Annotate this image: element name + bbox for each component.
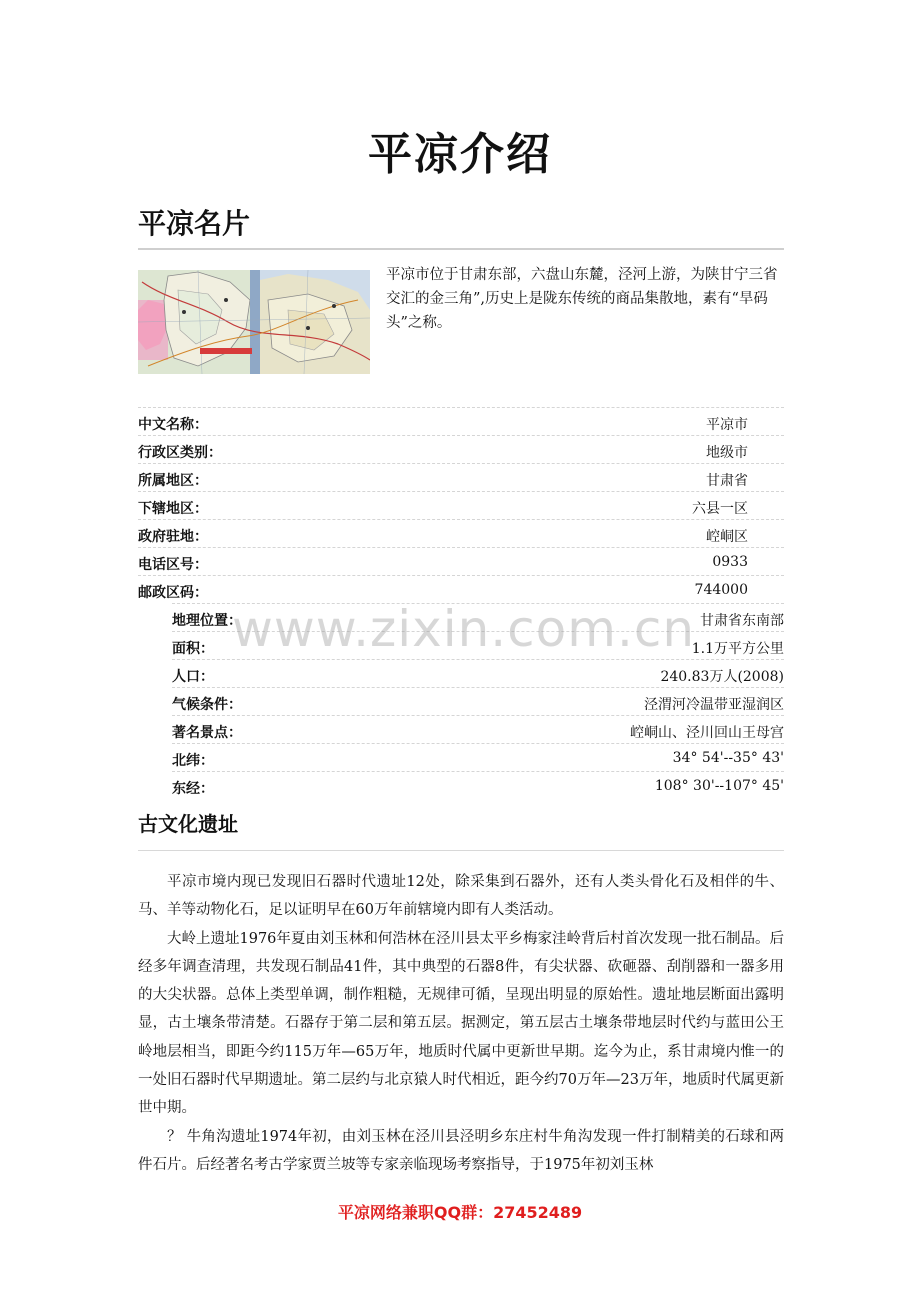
info-value: 甘肃省东南部	[700, 613, 784, 629]
info-label: 行政区类别：	[138, 445, 222, 461]
info-value: 崆峒山、泾川回山王母宫	[630, 725, 784, 741]
info-value: 108° 30'--107° 45'	[654, 778, 784, 794]
info-label: 电话区号：	[138, 557, 208, 573]
section-title: 平凉名片	[138, 207, 251, 240]
info-row	[172, 687, 784, 716]
info-value: 744000	[694, 582, 748, 598]
info-row	[138, 463, 784, 492]
info-label: 所属地区：	[138, 473, 208, 489]
info-value: 甘肃省	[706, 473, 748, 489]
info-value: 六县一区	[692, 501, 748, 517]
intro-paragraph: 平凉市位于甘肃东部，六盘山东麓，泾河上游，为陕甘宁三省交汇的金三角”,历史上是陇东传统的商品集散地，素有“旱码头”之称。	[386, 267, 778, 331]
map-image	[138, 270, 370, 374]
info-row	[172, 771, 784, 800]
info-label: 面积：	[172, 641, 214, 657]
info-label: 著名景点：	[172, 725, 242, 741]
info-label: 北纬：	[172, 753, 214, 769]
info-value: 1.1万平方公里	[691, 641, 784, 657]
paragraph: ？ 牛角沟遗址1974年初，由刘玉林在泾川县泾明乡东庄村牛角沟发现一件打制精美的石球和两件石片。后经著名考古学家贾兰坡等专家亲临现场考察指导，于1975年初刘玉林	[138, 1128, 784, 1173]
info-value: 泾渭河冷温带亚湿润区	[644, 697, 784, 713]
info-row	[138, 435, 784, 464]
info-label: 东经：	[172, 781, 214, 797]
watermark-text: www.zixin.com.cn	[232, 600, 696, 658]
info-value: 地级市	[706, 445, 748, 461]
article-body	[138, 868, 784, 1179]
info-value: 崆峒区	[706, 529, 748, 545]
info-row	[138, 491, 784, 520]
info-row	[138, 519, 784, 548]
info-label: 气候条件：	[172, 697, 242, 713]
paragraph: 大岭上遗址1976年夏由刘玉林和何浩林在泾川县太平乡梅家洼岭背后村首次发现一批石制品。后经多年调查清理，共发现石制品41件，其中典型的石器8件，有尖状器、砍砸器、刮削器和一器多用的大尖状器。总体上类型单调，制作粗糙，无规律可循，呈现出明显的原始性。遗址地层断面出露明显，古土壤条带清楚。石器存于第二层和第五层。据测定，第五层古土壤条带地层时代约与蓝田公王岭地层相当，即距今约115万年—65万年，地质时代属中更新世早期。迄今为止，系甘肃境内惟一的一处旧石器时代早期遗址。第二层约与北京猿人时代相近，距今约70万年—23万年，地质时代属更新世中期。	[138, 930, 784, 1117]
info-row	[172, 743, 784, 772]
info-label: 邮政区码：	[138, 585, 208, 601]
paragraph: 平凉市境内现已发现旧石器时代遗址12处，除采集到石器外，还有人类头骨化石及相伴的牛、马、羊等动物化石，足以证明早在60万年前辖境内即有人类活动。	[138, 874, 784, 919]
info-label: 人口：	[172, 669, 214, 685]
footer-promo: 平凉网络兼职QQ群：27452489	[337, 1203, 583, 1222]
info-row	[138, 547, 784, 576]
subsection-divider	[138, 850, 784, 851]
page-title: 平凉介绍	[368, 129, 552, 180]
info-value: 34° 54'--35° 43'	[672, 750, 784, 766]
info-label: 下辖地区：	[138, 501, 208, 517]
info-value: 240.83万人(2008)	[660, 669, 784, 685]
info-row	[172, 659, 784, 688]
subsection-title: 古文化遗址	[138, 812, 238, 836]
info-label: 政府驻地：	[138, 529, 208, 545]
info-row	[138, 407, 784, 436]
info-label: 地理位置：	[172, 613, 242, 629]
info-value: 0933	[712, 554, 748, 570]
section-divider	[138, 248, 784, 250]
info-row	[172, 715, 784, 744]
info-value: 平凉市	[706, 417, 748, 433]
info-label: 中文名称：	[138, 417, 208, 433]
